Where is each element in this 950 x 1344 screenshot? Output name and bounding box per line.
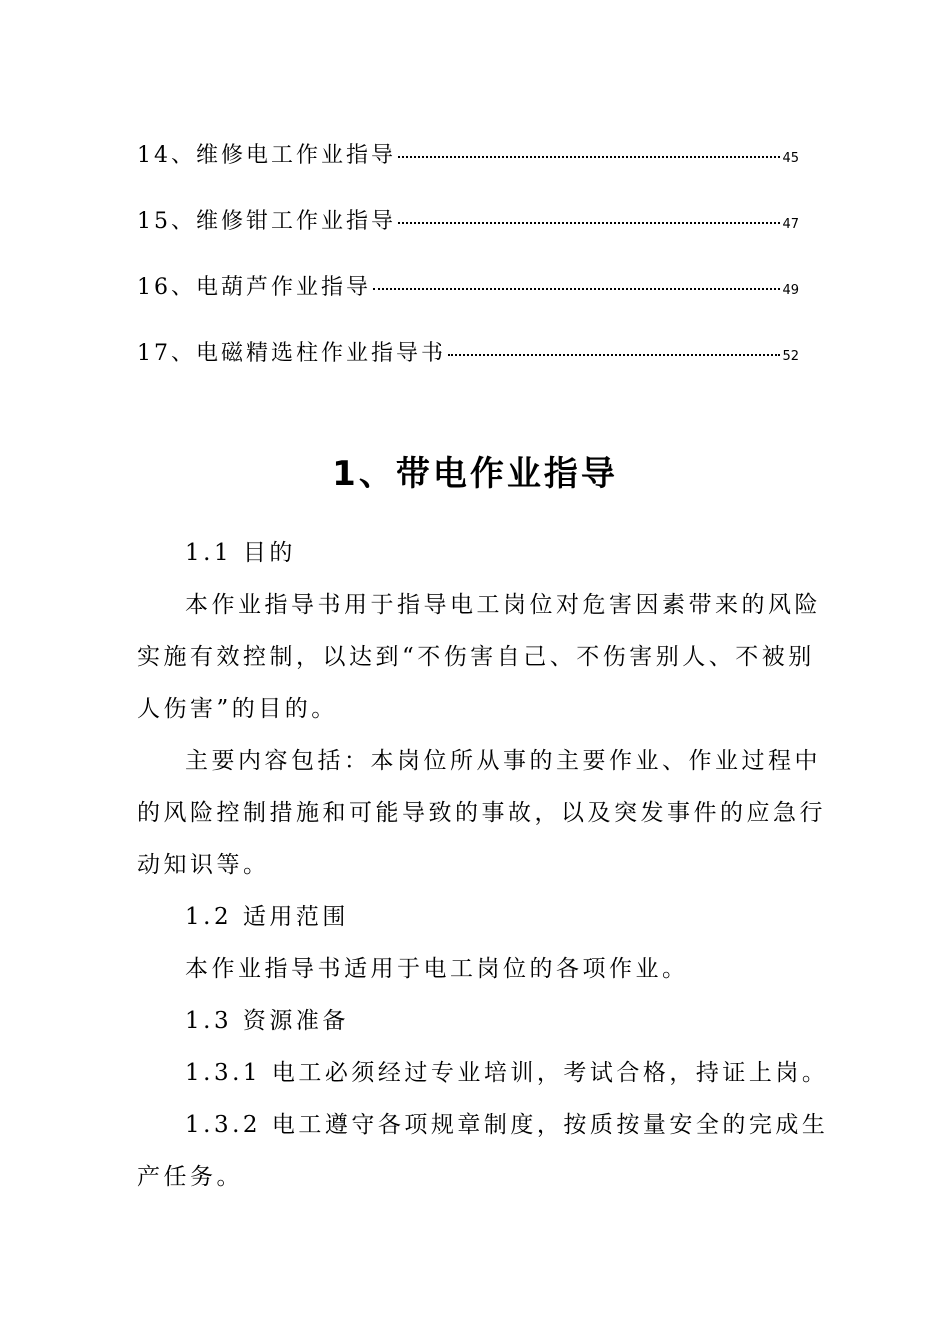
section-heading: 1、带电作业指导 (332, 454, 618, 494)
toc-entry-17[interactable] (137, 336, 799, 402)
subsection-heading-purpose: 1.1 目的 (185, 540, 296, 566)
toc-entry-title: 15、维修钳工作业指导 (137, 209, 396, 234)
paragraph-resource-2: 1.3.2 电工遵守各项规章制度，按质按量安全的完成生产任务。 (137, 1112, 829, 1190)
paragraph-purpose: 本作业指导书用于指导电工岗位对危害因素带来的风险实施有效控制，以达到“不伤害自己、不伤害别人、不被别人伤害”的目的。 (137, 592, 821, 722)
toc-dot-leader (373, 288, 780, 290)
subsection-heading-resources: 1.3 资源准备 (185, 1008, 349, 1034)
toc-entry-14[interactable] (137, 138, 799, 204)
toc-entry-page: 47 (782, 217, 799, 232)
toc-entry-15[interactable] (137, 204, 799, 270)
toc-entry-16[interactable] (137, 270, 799, 336)
toc-entry-title: 17、电磁精选柱作业指导书 (137, 341, 446, 366)
toc-entry-page: 45 (782, 151, 799, 166)
paragraph-scope: 本作业指导书适用于电工岗位的各项作业。 (185, 956, 689, 982)
toc-entry-page: 52 (782, 349, 799, 364)
paragraph-main-content: 主要内容包括：本岗位所从事的主要作业、作业过程中的风险控制措施和可能导致的事故，以及突发事件的应急行动知识等。 (137, 748, 826, 878)
toc-dot-leader (448, 354, 780, 356)
toc-entry-title: 16、电葫芦作业指导 (137, 275, 371, 300)
paragraph-resource-1: 1.3.1 电工必须经过专业培训，考试合格，持证上岗。 (185, 1060, 829, 1086)
section-body (137, 527, 837, 1203)
table-of-contents (137, 138, 799, 402)
toc-dot-leader (398, 156, 780, 158)
subsection-heading-scope: 1.2 适用范围 (185, 904, 349, 930)
toc-dot-leader (398, 222, 780, 224)
toc-entry-title: 14、维修电工作业指导 (137, 143, 396, 168)
toc-entry-page: 49 (782, 283, 799, 298)
